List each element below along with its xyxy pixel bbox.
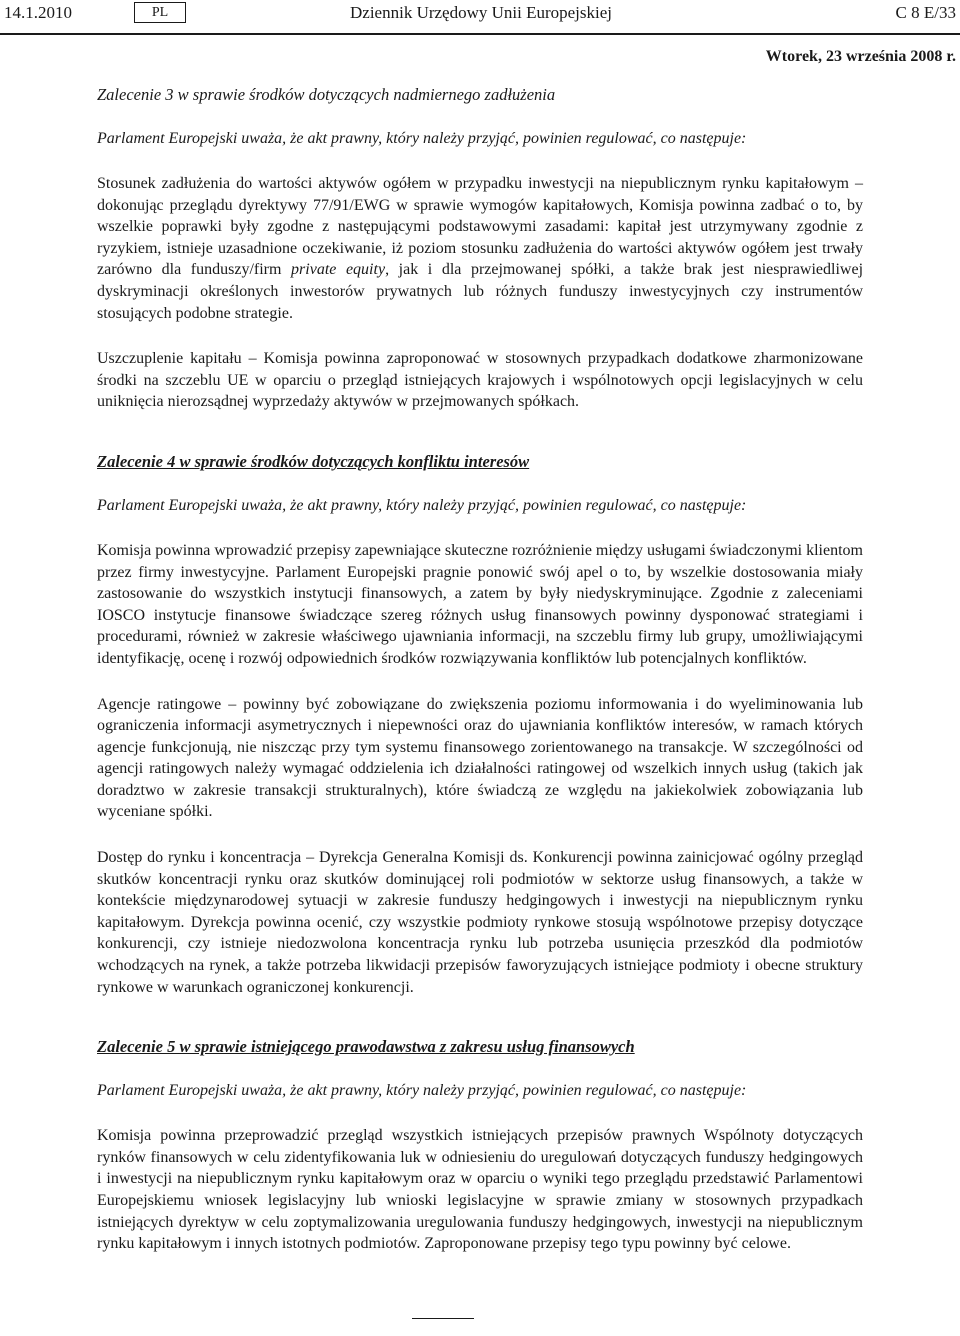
section-heading: Zalecenie 5 w sprawie istniejącego prawodawstwa z zakresu usług finansowych: [97, 1037, 635, 1057]
recommendation-4: [97, 451, 863, 998]
recommendation-5: [97, 1036, 863, 1255]
paragraph-text: , jak i dla przejmowanej spółki, a także brak jest niesprawiedliwej dyskryminacji określonych inwestorów prywatnych lub różnych funduszy inwestycyjnych czy instrumentów stosujących podobne strategie.: [97, 261, 864, 322]
end-divider: [412, 1318, 474, 1319]
sitting-date: Wtorek, 23 września 2008 r.: [765, 48, 956, 65]
paragraph: Komisja powinna wprowadzić przepisy zapewniające skuteczne rozróżnienie między usługami świadczonymi klientom przez firmy inwestycyjne. Parlament Europejski pragnie ponowić swój apel o to, by wszelkie dostosowania miały zastosowanie do wszystkich instytucji finansowych, a zatem by były niedyskryminujące. Zgodnie z zaleceniami IOSCO instytucje finansowe świadczące szereg różnych usług finansowych powinny dysponować strategiami i procedurami, również w zakresie właściwego ujawniania informacji, na szczeblu firmy lub grupy, umożliwiającymi identyfikację, ocenę i rozwój odpowiednich środków rozwiązywania konfliktów lub potencjalnych konfliktów.: [97, 541, 863, 667]
recommendation-3: [97, 84, 863, 413]
language-badge: PL: [134, 2, 186, 23]
page-header: [0, 0, 960, 36]
header-divider: [0, 33, 960, 35]
paragraph: Komisja powinna przeprowadzić przegląd wszystkich istniejących przepisów prawnych Wspólnoty dotyczących rynków finansowych w celu zidentyfikowania luk w odniesieniu do uregulowań dotyczących funduszy hedgingowych i inwestycji na niepublicznym rynku kapitałowym oraz w oparciu o wyniki tego przeglądu przedstawić Parlamentowi Europejskiemu wniosek legislacyjny lub wnioski legislacyjne w sprawie zmiany w stosownych przypadkach istniejących dyrektyw w celu zoptymalizowania uregulowania funduszy hedgingowych, inwestycji na niepublicznym rynku kapitałowym i innych istotnych podmiotów. Zaproponowane przepisy tego typu powinny być celowe.: [97, 1127, 863, 1253]
lead-sentence: Parlament Europejski uważa, że akt prawny, który należy przyjąć, powinien regulować, co następuje:: [97, 1082, 747, 1100]
paragraph: [97, 173, 863, 324]
lead-sentence: Parlament Europejski uważa, że akt prawny, który należy przyjąć, powinien regulować, co następuje:: [97, 496, 747, 514]
paragraph: Uszczuplenie kapitału – Komisja powinna zaproponować w stosownych przypadkach dodatkowe zharmonizowane środki na szczeblu UE w oparciu o przegląd istniejących krajowych i wspólnotowych opcji legislacyjnych w celu uniknięcia nierozsądnej wyprzedaży aktywów w przejmowanych spółkach.: [97, 350, 863, 411]
section-heading: Zalecenie 4 w sprawie środków dotyczących konfliktu interesów: [97, 451, 530, 471]
section-heading: Zalecenie 3 w sprawie środków dotyczących nadmiernego zadłużenia: [97, 85, 556, 104]
paragraph: Dostęp do rynku i koncentracja – Dyrekcja Generalna Komisji ds. Konkurencji powinna zainicjować ogólny przegląd skutków koncentracji rynku oraz skutków dominującej roli podmiotów w sektorze usług finansowych, a także w kontekście międzynarodowej sytuacji w zakresie funduszy hedgingowych i inwestycji na niepublicznym rynku kapitałowym. Dyrekcja powinna ocenić, czy wszystkie podmioty rynkowe stosują wspólnotowe przepisy dotyczące konkurencji, czy istnieje niedozwolona koncentracja rynku lub potrzeba usunięcia przeszkód dla podmiotów wchodzących na rynek, a także potrzeba likwidacji przepisów faworyzujących istniejące podmioty i obecne struktury rynkowe w warunkach ograniczonej konkurencji.: [97, 849, 863, 996]
document-body: [97, 84, 863, 1255]
lead-sentence: Parlament Europejski uważa, że akt prawny, który należy przyjąć, powinien regulować, co następuje:: [97, 130, 747, 147]
page-reference: C 8 E/33: [895, 3, 956, 22]
paragraph-text: Stosunek zadłużenia do wartości aktywów ogółem w przypadku inwestycji na niepublicznym rynku kapitałowym – dokonując przeglądu dyrektywy 77/91/EWG w sprawie wymogów kapitałowych, Komisja powinna zadbać o to, by wszelkie poprawki były zgodne z następującymi podstawowymi zasadami: kapitał jest utrzymywany zgodnie z ryzykiem, istnieje uzasadnione oczekiwanie, iż poziom stosunku zadłużenia do wartości aktywów ogółem jest trwały zarówno dla funduszy/firm: [97, 175, 863, 279]
paragraph: Agencje ratingowe – powinny być zobowiązane do zwiększenia poziomu informowania i do wyeliminowania lub ograniczenia informacji asymetrycznych i niepewności oraz do ujawniania konfliktów interesów, w ramach których agencje funkcjonują, nie niszcząc przy tym systemu finansowego zorientowanego na transakcje. W szczególności od agencji ratingowych należy wymagać oddzielenia ich działalności ratingowej od wszelkich innych usług (takich jak doradztwo w zakresie transakcji strukturalnych), które świadczą ze względu na jakiekolwiek zobowiązania lub wyceniane spółki.: [97, 695, 863, 821]
italic-term: private equity: [291, 261, 386, 279]
journal-title: Dziennik Urzędowy Unii Europejskiej: [350, 3, 613, 22]
issue-date: 14.1.2010: [4, 3, 72, 22]
